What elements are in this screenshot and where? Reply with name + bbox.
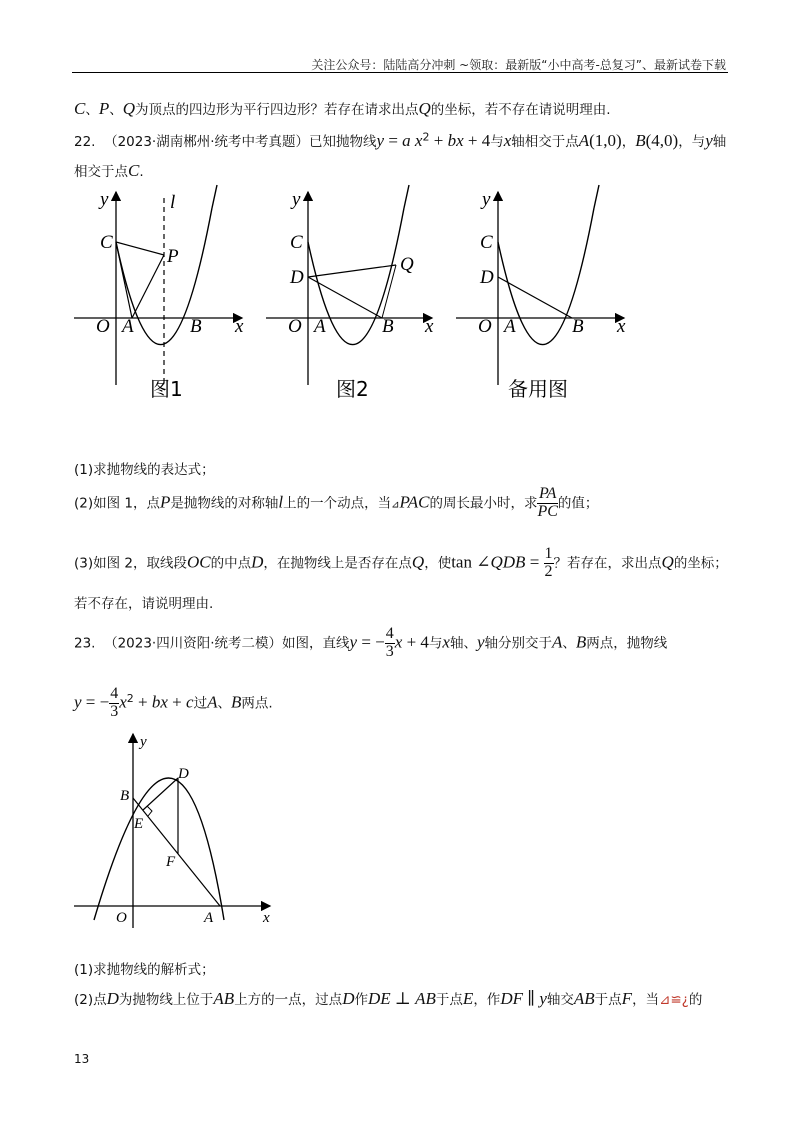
- q22-sub1: (1)求抛物线的表达式；: [74, 462, 215, 478]
- fig1-label-c: C: [100, 232, 113, 253]
- q23-label-b: B: [120, 788, 130, 804]
- figure-1: [74, 185, 244, 401]
- q23-statement-line1: 23. （2023·四川资阳·统考二模）如图，直线y = − $\frac{4}{3}$ x + 4与x轴、y轴分别交于A、B两点，抛物线: [74, 625, 668, 660]
- fig2-label-o: O: [288, 316, 302, 337]
- fig1-caption: 图1: [150, 377, 183, 401]
- fig3-caption: 备用图: [508, 377, 568, 401]
- q22-sub2: (2)如图 1，点P是抛物线的对称轴l上的一个动点，当⊿PAC的周长最小时，求 $\frac{PA}{PC}$ 的值；: [74, 485, 599, 520]
- fig1-label-y: y: [100, 189, 109, 210]
- fig1-label-o: O: [96, 316, 110, 337]
- fig2-label-b: B: [382, 316, 394, 337]
- q23-segment-de: [143, 778, 178, 810]
- fig3-label-a: A: [504, 316, 516, 337]
- fig1-label-b: B: [190, 316, 202, 337]
- q22-statement-line2: 相交于点C.: [74, 161, 144, 180]
- q23-parabola: [94, 778, 224, 920]
- fig2-label-d: D: [290, 267, 304, 288]
- q23-sub2: (2)点D为抛物线上位于AB上方的一点，过点D作DE ⊥ AB于点E，作DF ∥ y轴交AB于点F，当⊿≌¿的: [74, 989, 703, 1008]
- fig2-label-q: Q: [400, 254, 414, 275]
- q23-label-e: E: [134, 816, 144, 832]
- fig3-label-b: B: [572, 316, 584, 337]
- q23-sub1: (1)求抛物线的解析式；: [74, 962, 215, 978]
- fig3-label-y: y: [482, 189, 491, 210]
- q22-sub3-line2: 若不存在，请说明理由.: [74, 596, 214, 612]
- fig1-segment-cp: [116, 242, 164, 255]
- fig2-label-y: y: [292, 189, 301, 210]
- q23-statement-line2: y = − $\frac{4}{3}$ $x^2$ + bx + c过A、B两点.: [74, 685, 273, 720]
- q23-figure: [70, 728, 290, 938]
- fig1-label-a: A: [122, 316, 134, 337]
- fig2-segment-dq: [308, 265, 396, 277]
- q21-tail-line: C、P、Q为顶点的四边形为平行四边形？若存在请求出点Q的坐标，若不存在请说明理由.: [74, 99, 611, 118]
- q23-label-a: A: [204, 910, 214, 926]
- fig3-label-x: x: [617, 316, 626, 337]
- q23-label-d: D: [178, 766, 189, 782]
- q22-figures: [60, 180, 660, 410]
- page-number: 13: [74, 1052, 90, 1066]
- fig1-segment-ca: [116, 242, 132, 318]
- q23-line-ab: [133, 798, 220, 906]
- q23-label-o: O: [116, 910, 127, 926]
- fig2-caption: 图2: [336, 377, 369, 401]
- fig1-label-p: P: [167, 246, 179, 267]
- fig2-label-c: C: [290, 232, 303, 253]
- fig3-label-c: C: [480, 232, 493, 253]
- fig1-segment-pa: [132, 255, 164, 318]
- q22-statement-line1: 22. （2023·湖南郴州·统考中考真题）已知抛物线y = a $x^2$ + bx + 4与x轴相交于点A(1,0)，B(4,0)，与y轴: [74, 130, 727, 150]
- fig3-label-d: D: [480, 267, 494, 288]
- fig3-label-o: O: [478, 316, 492, 337]
- fig1-label-x: x: [235, 316, 244, 337]
- q23-label-y: y: [140, 734, 147, 750]
- q23-label-f: F: [166, 854, 176, 870]
- fig2-segment-db: [308, 277, 382, 318]
- q22-sub3: (3)如图 2，取线段OC的中点D，在抛物线上是否存在点Q，使tan ∠QDB = $\frac{1}{2}$ ？若存在，求出点Q的坐标；: [74, 545, 728, 580]
- fig2-label-a: A: [314, 316, 326, 337]
- fig2-label-x: x: [425, 316, 434, 337]
- figure-2: [266, 185, 434, 401]
- header-divider: [72, 72, 728, 73]
- fig1-label-l: l: [170, 192, 176, 213]
- q23-right-angle-mark: [147, 806, 152, 816]
- page-header: 关注公众号：陆陆高分冲刺 ~领取：最新版“小中高考-总复习”、最新试卷下载: [311, 58, 726, 72]
- figure-spare: [456, 185, 626, 401]
- fig3-segment-db: [498, 277, 572, 318]
- q23-label-x: x: [263, 910, 270, 926]
